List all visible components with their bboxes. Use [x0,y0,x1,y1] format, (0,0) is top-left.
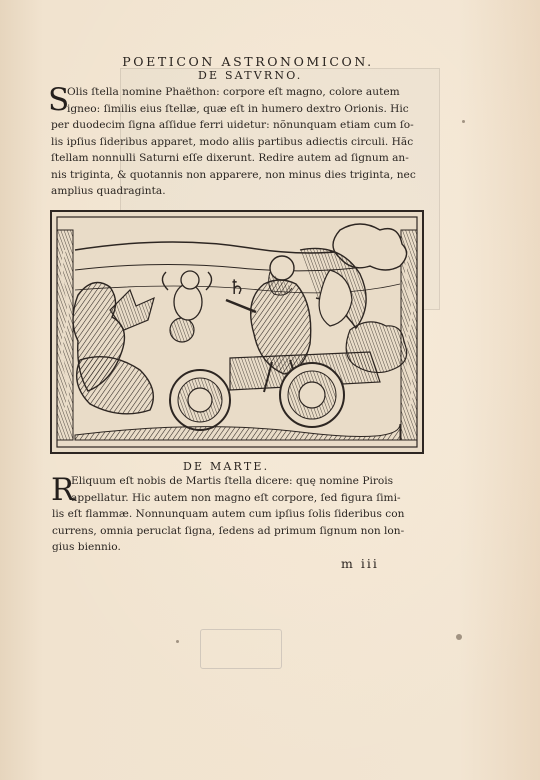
woodcut-illustration [50,210,424,454]
text-line: per duodecim ſigna aſſidue ferri uidetur: nõnunquam etiam cum ſo- [51,119,414,131]
paragraph-mars [52,473,421,556]
text-line: appellatur. Hic autem non magno eſt corpore, ſed figura ſimi- [71,491,401,504]
text-line: amplius quadraginta. [51,185,166,197]
text-line: igneo: ſimilis eius ſtellæ, quæ eſt in humero dextro Orionis. Hic [67,102,409,115]
running-head: POETICON ASTRONOMICON. [122,54,374,69]
text-line: currens, omnia peruclat ſigna, ſedens ad primum ſignum non lon- [52,524,405,537]
text-line: lis eſt flammæ. Nonnunquam autem cum ipſius ſolis ſideribus con [52,508,405,520]
drop-cap-r: R [51,472,75,508]
text-line: lis ipſius ſideribus apparet, modo aliis partibus adiectis circuli. Hãc [51,135,414,148]
text-line: ſtellam nonnulli Saturni eſſe dixerunt. Redire autem ad ſignum an- [51,152,409,164]
paragraph-saturn [51,84,427,200]
ink-speck [462,120,465,123]
section-title-saturn: DE SATVRNO. [198,69,303,82]
saturn-symbol-icon: ♄ [228,275,246,299]
section-title-mars: DE MARTE. [183,460,270,473]
signature-mark: m iii [341,556,379,571]
library-stamp [200,629,282,669]
drop-cap-s: S [48,82,70,118]
text-line: Olis ſtella nomine Phaëthon: corpore eſt magno, colore autem [67,86,400,98]
text-line: Eliquum eſt nobis de Martis ſtella dicere: quę nomine Pirois [71,475,394,487]
text-line: gius biennio. [52,541,121,553]
ink-speck [176,640,179,643]
text-line: nis triginta, & quotannis non apparere, non minus dies triginta, nec [51,168,416,181]
ink-speck [456,634,462,640]
